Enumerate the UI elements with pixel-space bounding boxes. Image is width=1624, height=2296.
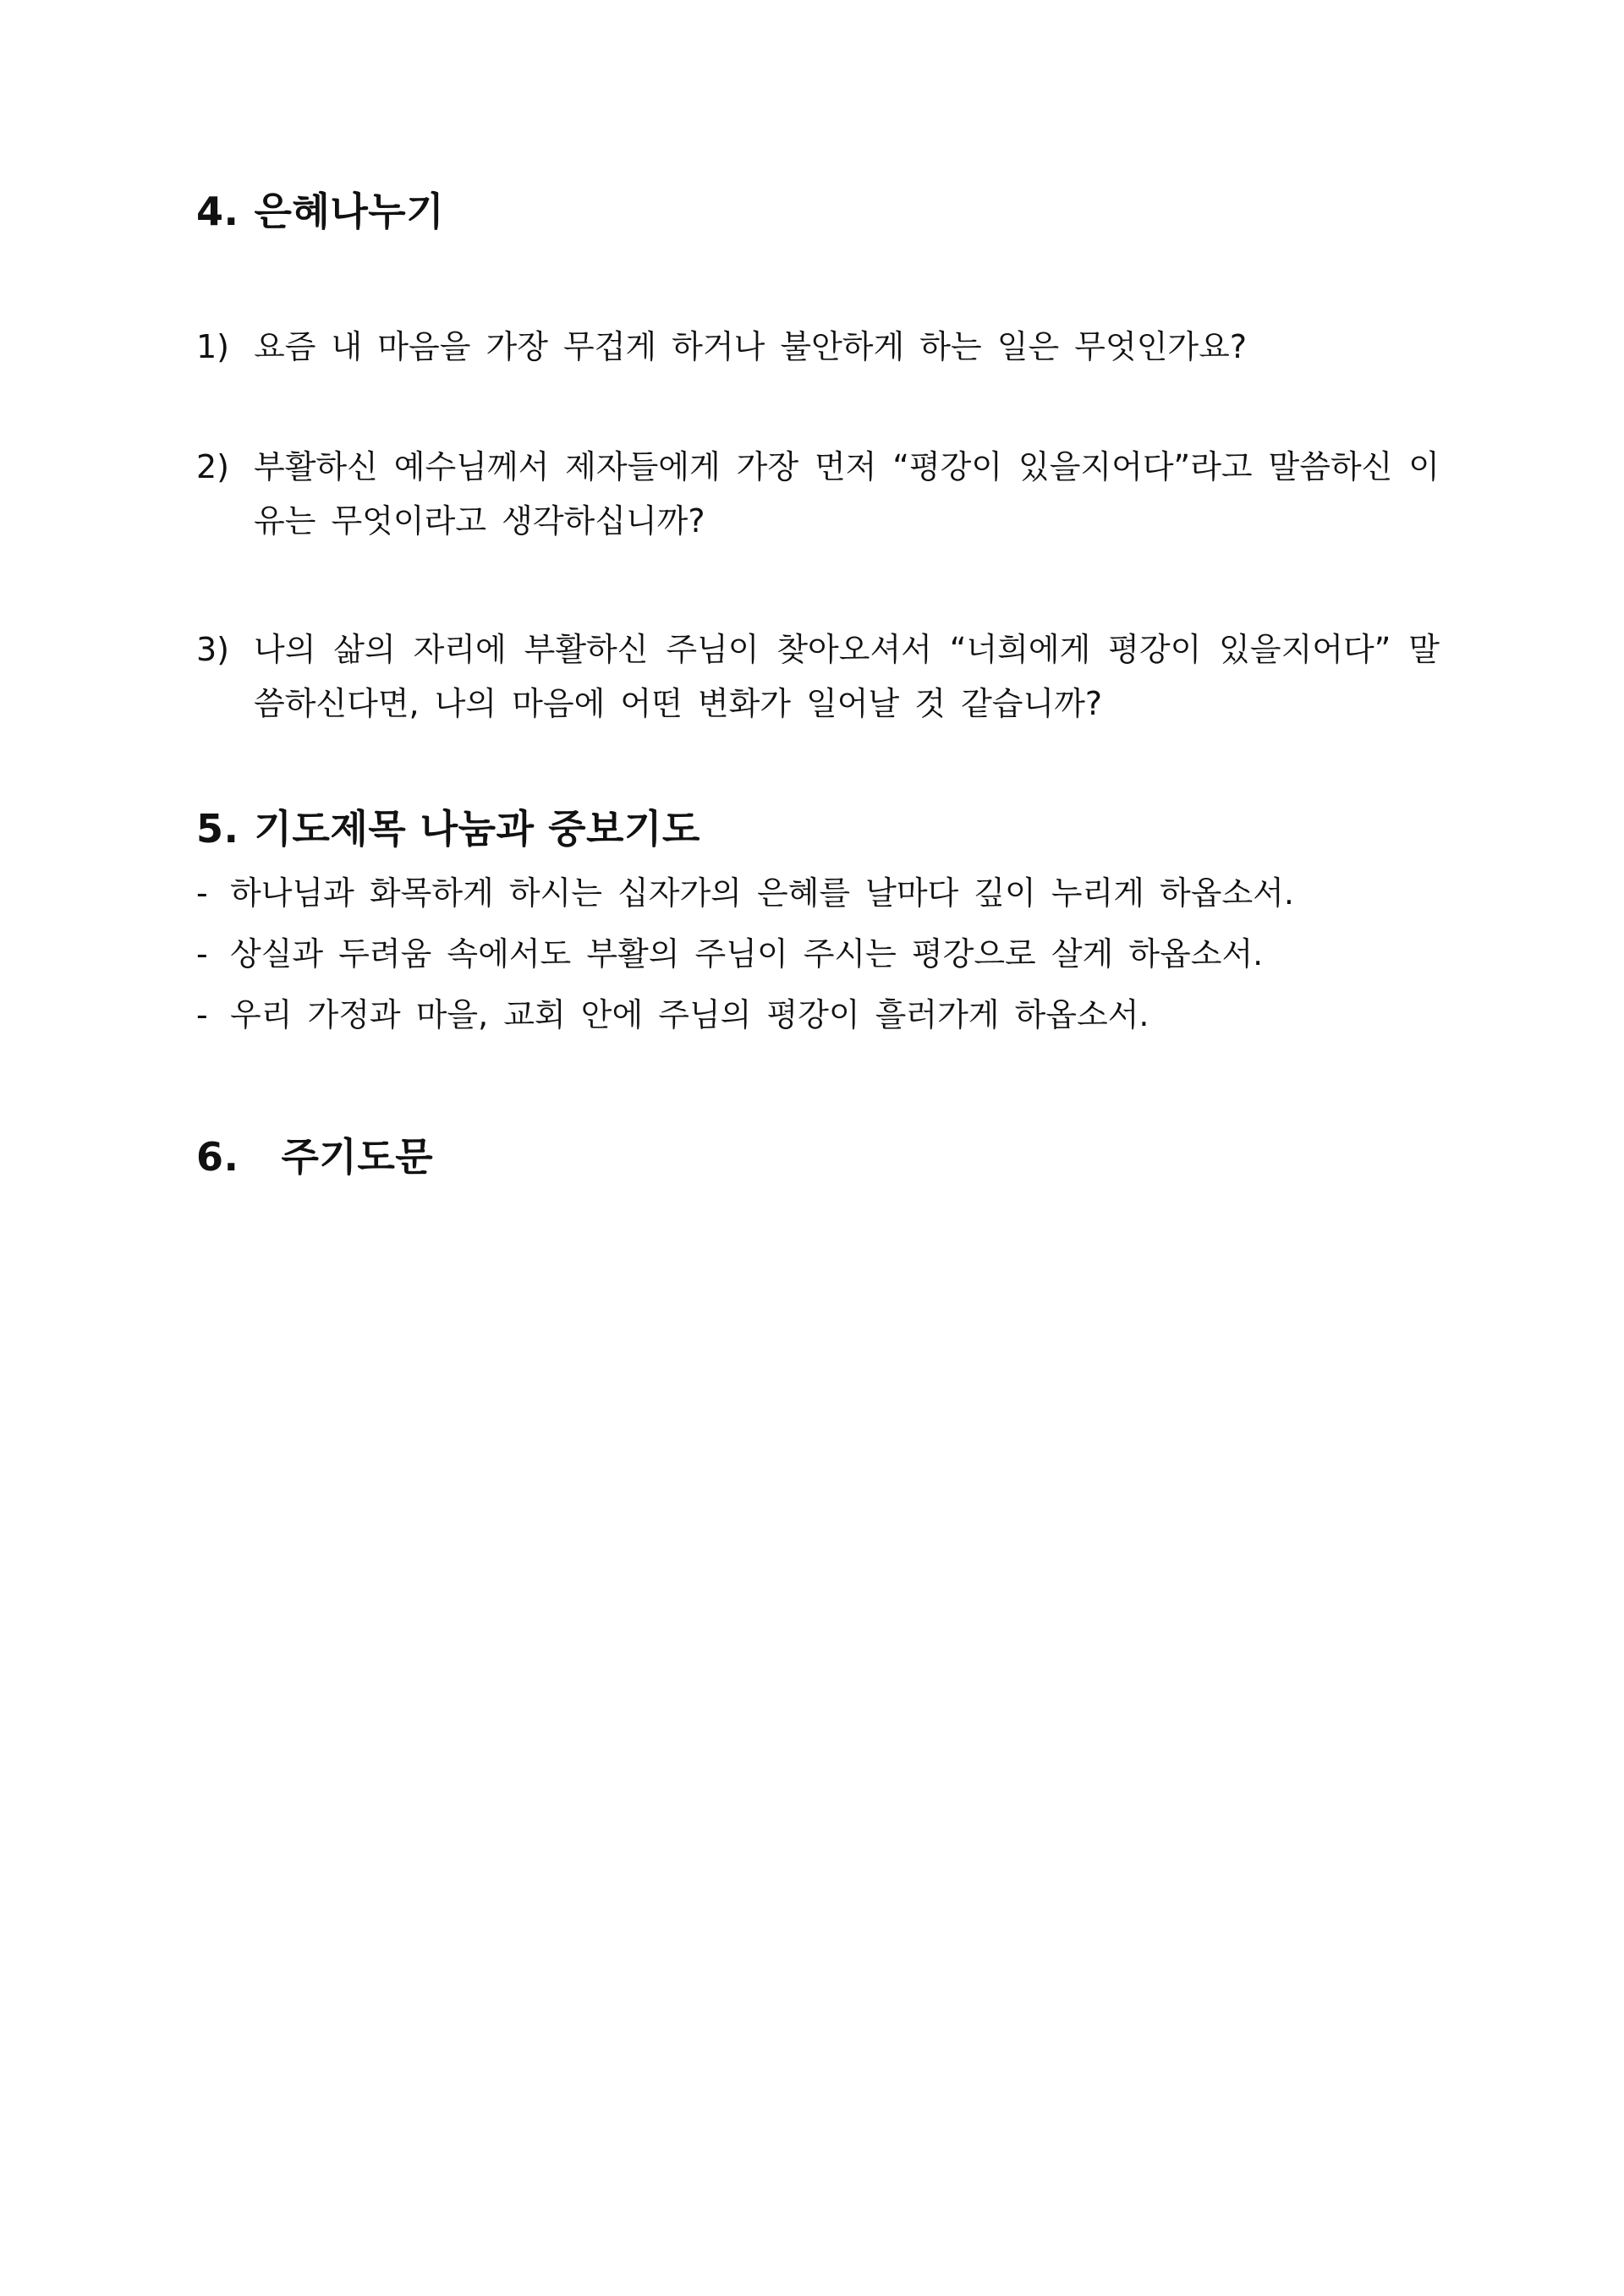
list-marker: - — [196, 996, 208, 1033]
prayer-topic-text: 상실과 두려움 속에서도 부활의 주님이 주시는 평강으로 살게 하옵소서. — [230, 935, 1264, 973]
section-heading-prayer-topics — [196, 805, 700, 852]
prayer-topic-list — [196, 863, 1440, 1045]
section-title: 기도제목 나눔과 중보기도 — [254, 806, 700, 852]
question-2 — [196, 440, 1440, 548]
section-number: 4. — [196, 189, 239, 234]
list-marker: - — [196, 935, 208, 973]
section-heading-grace-sharing — [196, 188, 444, 235]
section-title: 주기도문 — [281, 1134, 434, 1180]
section-number: 6. — [196, 1134, 239, 1180]
section-title: 은혜나누기 — [254, 189, 445, 234]
question-text: 부활하신 예수님께서 제자들에게 가장 먼저 “평강이 있을지어다”라고 말씀하신 이유는 무엇이라고 생각하십니까? — [254, 448, 1440, 540]
section-number: 5. — [196, 806, 239, 852]
prayer-topic-text: 하나님과 화목하게 하시는 십자가의 은혜를 날마다 깊이 누리게 하옵소서. — [230, 874, 1294, 912]
question-number: 1) — [196, 328, 230, 365]
question-number: 3) — [196, 631, 230, 668]
prayer-topic-item — [196, 984, 1440, 1045]
question-3 — [196, 622, 1440, 731]
question-text: 요즘 내 마음을 가장 무겁게 하거나 불안하게 하는 일은 무엇인가요? — [254, 328, 1247, 365]
list-marker: - — [196, 874, 208, 912]
question-1 — [196, 320, 1440, 374]
question-number: 2) — [196, 448, 230, 485]
section-heading-lords-prayer — [196, 1133, 433, 1181]
prayer-topic-item — [196, 863, 1440, 923]
prayer-topic-text: 우리 가정과 마을, 교회 안에 주님의 평강이 흘러가게 하옵소서. — [230, 996, 1149, 1033]
question-text: 나의 삶의 자리에 부활하신 주님이 찾아오셔서 “너희에게 평강이 있을지어다” 말씀하신다면, 나의 마음에 어떤 변화가 일어날 것 같습니까? — [254, 631, 1440, 722]
prayer-topic-item — [196, 923, 1440, 984]
